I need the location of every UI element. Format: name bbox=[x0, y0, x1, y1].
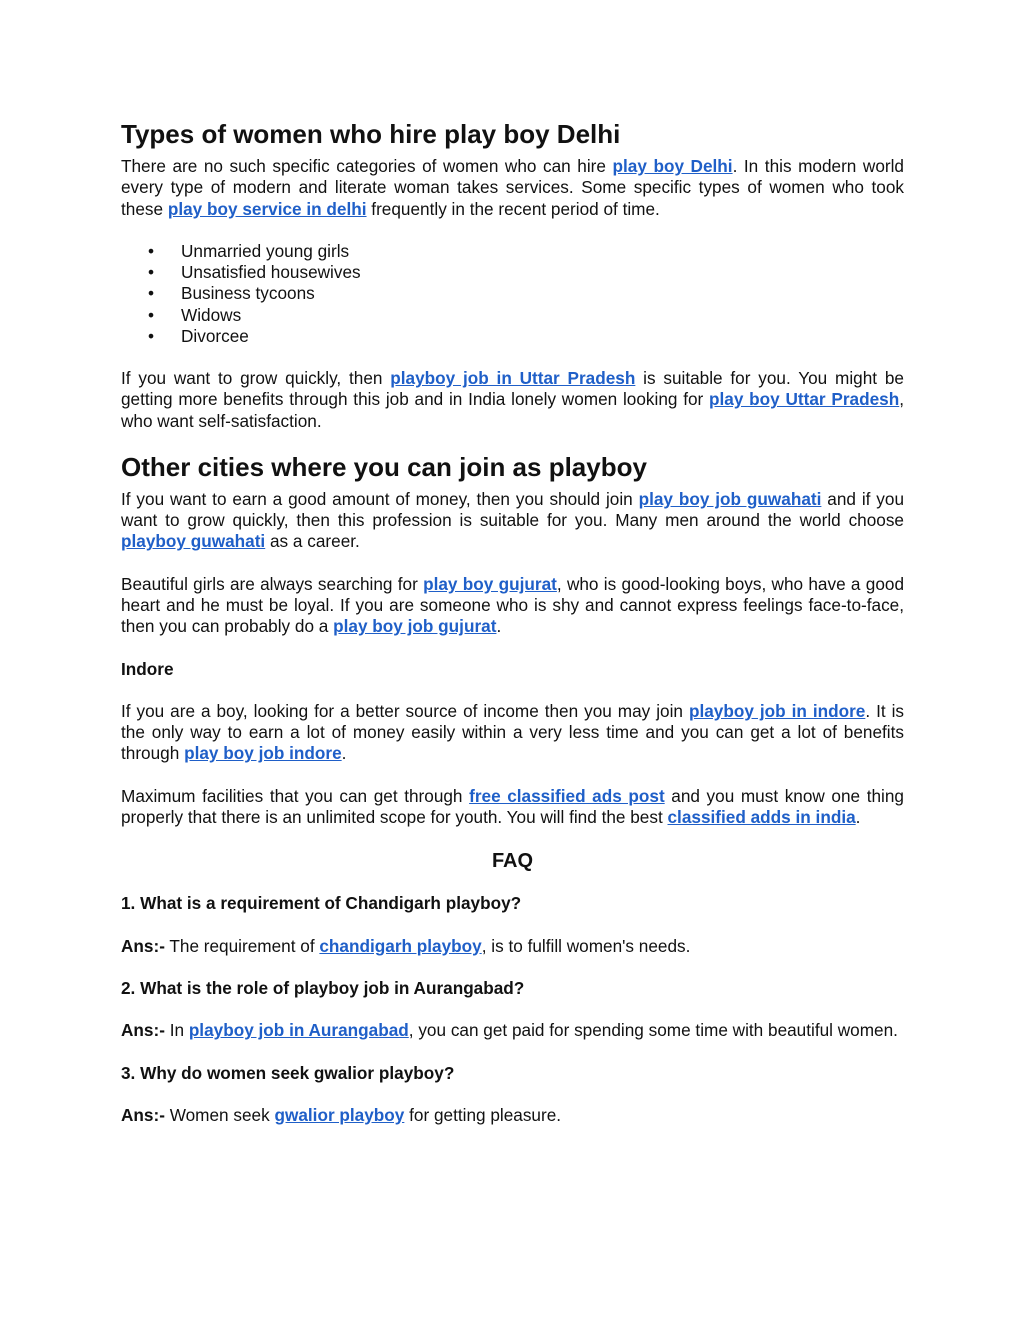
list-item bbox=[121, 283, 904, 304]
answer-label: Ans:- bbox=[121, 1020, 165, 1041]
link-playboy-job-indore[interactable]: playboy job in indore bbox=[688, 700, 866, 721]
text: , is to fulfill women's needs. bbox=[481, 935, 691, 956]
text: . bbox=[496, 616, 502, 637]
link-play-boy-gujurat[interactable]: play boy gujurat bbox=[423, 573, 557, 594]
text: . bbox=[855, 807, 861, 828]
text: , you can get paid for spending some time with beautiful women. bbox=[408, 1020, 898, 1041]
text: , who is good-looking boys, who have a good heart and he must be loyal. If you are someone who is shy and cannot express feelings face-to-face, then you can probably do a bbox=[121, 573, 904, 637]
bullet-icon: • bbox=[148, 304, 155, 325]
link-play-boy-uttar-pradesh[interactable]: play boy Uttar Pradesh bbox=[709, 389, 900, 410]
bullet-icon: • bbox=[148, 262, 155, 283]
list-item-text: Unsatisfied housewives bbox=[181, 262, 361, 283]
faq-question-1: 1. What is a requirement of Chandigarh playboy? bbox=[121, 893, 522, 914]
text: If you want to grow quickly, then bbox=[121, 367, 391, 388]
text: If you want to earn a good amount of money, then you should join bbox=[121, 488, 639, 509]
link-play-boy-job-guwahati[interactable]: play boy job guwahati bbox=[638, 488, 822, 509]
text: frequently in the recent period of time. bbox=[366, 198, 660, 219]
link-classified-adds-india[interactable]: classified adds in india bbox=[667, 807, 856, 828]
list-item bbox=[121, 241, 904, 262]
link-play-boy-service-delhi[interactable]: play boy service in delhi bbox=[167, 198, 367, 219]
link-chandigarh-playboy[interactable]: chandigarh playboy bbox=[319, 935, 482, 956]
faq-answer-2 bbox=[121, 1020, 904, 1041]
link-gwalior-playboy[interactable]: gwalior playboy bbox=[274, 1104, 405, 1125]
list-item-text: Divorcee bbox=[181, 325, 249, 346]
text: and if you want to grow quickly, then this profession is suitable for you. Many men around the world choose bbox=[121, 488, 904, 531]
link-playboy-guwahati[interactable]: playboy guwahati bbox=[121, 531, 266, 552]
text: . It is the only way to earn a lot of money easily within a very less time and you can get a lot of benefits through bbox=[121, 700, 904, 764]
document-content bbox=[121, 112, 904, 1126]
heading-types-of-women: Types of women who hire play boy Delhi bbox=[121, 119, 621, 149]
text: . In this modern world every type of modern and literate woman takes services. Some specific types of women who took these bbox=[121, 156, 904, 219]
text: Women seek bbox=[164, 1104, 275, 1125]
heading-other-cities: Other cities where you can join as playboy bbox=[121, 451, 647, 482]
text: . bbox=[341, 743, 347, 764]
text: If you are a boy, looking for a better source of income then you may join bbox=[121, 700, 689, 721]
paragraph-gujurat bbox=[121, 574, 904, 638]
text: Maximum facilities that you can get through bbox=[121, 785, 470, 806]
list-item bbox=[121, 305, 904, 326]
text: as a career. bbox=[265, 531, 360, 552]
text: for getting pleasure. bbox=[404, 1104, 562, 1125]
text: Beautiful girls are always searching for bbox=[121, 573, 424, 594]
paragraph-classified bbox=[121, 786, 904, 829]
subheading-indore: Indore bbox=[121, 658, 174, 679]
text: is suitable for you. You might be getting more benefits through this job and in India lonely women looking for bbox=[121, 367, 904, 410]
faq-question-3: 3. Why do women seek gwalior playboy? bbox=[121, 1062, 455, 1083]
list-item-text: Widows bbox=[181, 304, 242, 325]
paragraph-guwahati bbox=[121, 489, 904, 553]
faq-answer-3 bbox=[121, 1105, 904, 1126]
link-playboy-job-aurangabad[interactable]: playboy job in Aurangabad bbox=[188, 1020, 409, 1041]
list-item-text: Business tycoons bbox=[181, 283, 315, 304]
text: The requirement of bbox=[164, 935, 320, 956]
paragraph-indore bbox=[121, 701, 904, 765]
text: , who want self-satisfaction. bbox=[121, 389, 904, 431]
bullet-icon: • bbox=[148, 240, 155, 261]
link-play-boy-delhi[interactable]: play boy Delhi bbox=[612, 156, 733, 176]
faq-answer-1 bbox=[121, 936, 904, 957]
link-play-boy-job-gujurat[interactable]: play boy job gujurat bbox=[333, 616, 497, 637]
answer-label: Ans:- bbox=[121, 935, 165, 956]
bullet-icon: • bbox=[148, 325, 155, 346]
faq-heading: FAQ bbox=[491, 850, 534, 873]
list-item bbox=[121, 326, 904, 347]
link-play-boy-job-indore[interactable]: play boy job indore bbox=[184, 743, 342, 764]
paragraph-uttar-pradesh bbox=[121, 368, 904, 432]
list-item bbox=[121, 262, 904, 283]
link-playboy-job-uttar-pradesh[interactable]: playboy job in Uttar Pradesh bbox=[390, 367, 636, 388]
bullet-icon: • bbox=[148, 283, 155, 304]
paragraph-intro bbox=[121, 156, 904, 220]
text: and you must know one thing properly that there is an unlimited scope for youth. You will find the best bbox=[121, 785, 904, 828]
text: In bbox=[164, 1020, 189, 1041]
answer-label: Ans:- bbox=[121, 1104, 165, 1125]
link-free-classified-ads-post[interactable]: free classified ads post bbox=[469, 785, 665, 806]
women-types-list bbox=[121, 241, 904, 347]
faq-question-2: 2. What is the role of playboy job in Aurangabad? bbox=[121, 977, 525, 998]
list-item-text: Unmarried young girls bbox=[181, 240, 350, 261]
text: There are no such specific categories of women who can hire bbox=[121, 156, 613, 176]
